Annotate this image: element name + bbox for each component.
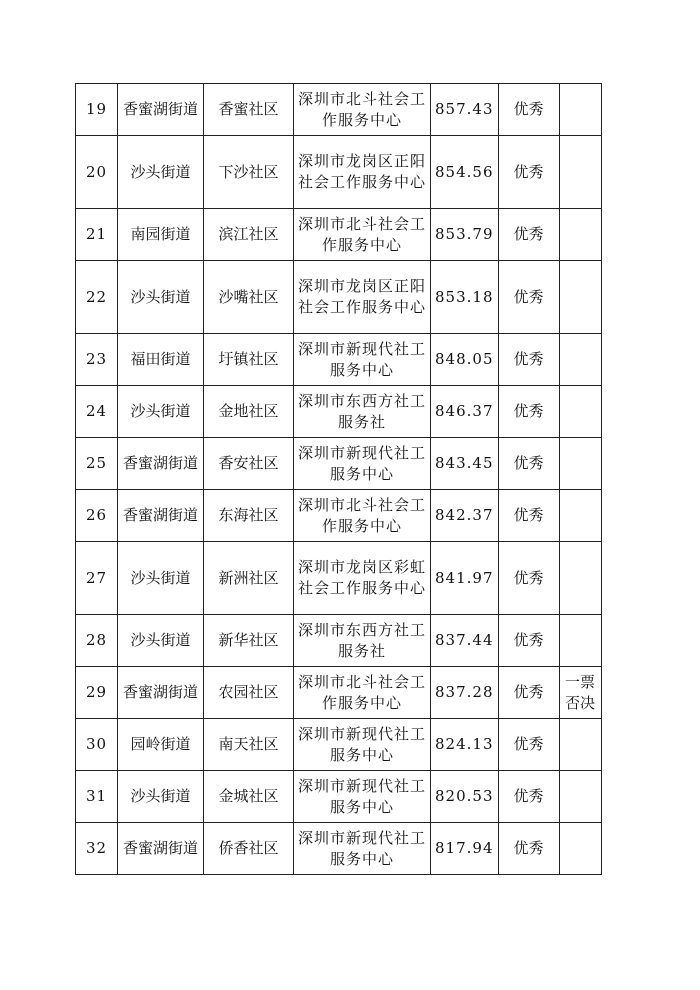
table-row bbox=[76, 490, 602, 542]
community-name: 新华社区 bbox=[204, 615, 294, 667]
service-organization: 深圳市龙岗区正阳社会工作服务中心 bbox=[294, 136, 431, 209]
service-organization: 深圳市新现代社工服务中心 bbox=[294, 771, 431, 823]
service-organization: 深圳市东西方社工服务社 bbox=[294, 615, 431, 667]
service-organization: 深圳市北斗社会工作服务中心 bbox=[294, 490, 431, 542]
table-row bbox=[76, 386, 602, 438]
note-cell bbox=[559, 438, 601, 490]
service-organization: 深圳市东西方社工服务社 bbox=[294, 386, 431, 438]
street-name: 沙头街道 bbox=[118, 771, 204, 823]
table-row bbox=[76, 542, 602, 615]
service-organization: 深圳市北斗社会工作服务中心 bbox=[294, 84, 431, 136]
community-name: 沙嘴社区 bbox=[204, 261, 294, 334]
note-cell bbox=[559, 209, 601, 261]
grade-label: 优秀 bbox=[498, 209, 559, 261]
note-cell bbox=[559, 719, 601, 771]
note-cell bbox=[559, 490, 601, 542]
score-value: 857.43 bbox=[431, 84, 499, 136]
grade-label: 优秀 bbox=[498, 261, 559, 334]
row-number: 19 bbox=[76, 84, 118, 136]
note-cell bbox=[559, 334, 601, 386]
table-row bbox=[76, 823, 602, 875]
score-value: 817.94 bbox=[431, 823, 499, 875]
row-number: 29 bbox=[76, 667, 118, 719]
service-organization: 深圳市龙岗区彩虹社会工作服务中心 bbox=[294, 542, 431, 615]
score-value: 854.56 bbox=[431, 136, 499, 209]
row-number: 31 bbox=[76, 771, 118, 823]
note-cell bbox=[559, 84, 601, 136]
note-cell: 一票否决 bbox=[559, 667, 601, 719]
note-cell bbox=[559, 136, 601, 209]
street-name: 香蜜湖街道 bbox=[118, 84, 204, 136]
street-name: 香蜜湖街道 bbox=[118, 490, 204, 542]
row-number: 21 bbox=[76, 209, 118, 261]
street-name: 香蜜湖街道 bbox=[118, 667, 204, 719]
grade-label: 优秀 bbox=[498, 334, 559, 386]
note-cell bbox=[559, 823, 601, 875]
score-value: 848.05 bbox=[431, 334, 499, 386]
score-value: 853.18 bbox=[431, 261, 499, 334]
grade-label: 优秀 bbox=[498, 490, 559, 542]
grade-label: 优秀 bbox=[498, 615, 559, 667]
score-value: 843.45 bbox=[431, 438, 499, 490]
row-number: 27 bbox=[76, 542, 118, 615]
street-name: 沙头街道 bbox=[118, 261, 204, 334]
community-name: 南天社区 bbox=[204, 719, 294, 771]
community-name: 东海社区 bbox=[204, 490, 294, 542]
table-row bbox=[76, 667, 602, 719]
table-row bbox=[76, 771, 602, 823]
note-cell bbox=[559, 771, 601, 823]
service-organization: 深圳市北斗社会工作服务中心 bbox=[294, 667, 431, 719]
community-name: 侨香社区 bbox=[204, 823, 294, 875]
table-row bbox=[76, 438, 602, 490]
grade-label: 优秀 bbox=[498, 542, 559, 615]
table-row bbox=[76, 334, 602, 386]
service-organization: 深圳市北斗社会工作服务中心 bbox=[294, 209, 431, 261]
row-number: 20 bbox=[76, 136, 118, 209]
street-name: 沙头街道 bbox=[118, 386, 204, 438]
score-value: 846.37 bbox=[431, 386, 499, 438]
community-name: 新洲社区 bbox=[204, 542, 294, 615]
community-name: 香蜜社区 bbox=[204, 84, 294, 136]
row-number: 25 bbox=[76, 438, 118, 490]
service-organization: 深圳市龙岗区正阳社会工作服务中心 bbox=[294, 261, 431, 334]
table-row bbox=[76, 615, 602, 667]
table-row bbox=[76, 84, 602, 136]
grade-label: 优秀 bbox=[498, 667, 559, 719]
street-name: 香蜜湖街道 bbox=[118, 823, 204, 875]
street-name: 福田街道 bbox=[118, 334, 204, 386]
community-name: 圩镇社区 bbox=[204, 334, 294, 386]
score-value: 842.37 bbox=[431, 490, 499, 542]
grade-label: 优秀 bbox=[498, 386, 559, 438]
score-value: 820.53 bbox=[431, 771, 499, 823]
community-name: 金城社区 bbox=[204, 771, 294, 823]
grade-label: 优秀 bbox=[498, 719, 559, 771]
community-name: 下沙社区 bbox=[204, 136, 294, 209]
row-number: 23 bbox=[76, 334, 118, 386]
table-row bbox=[76, 719, 602, 771]
street-name: 园岭街道 bbox=[118, 719, 204, 771]
row-number: 26 bbox=[76, 490, 118, 542]
service-organization: 深圳市新现代社工服务中心 bbox=[294, 334, 431, 386]
service-organization: 深圳市新现代社工服务中心 bbox=[294, 719, 431, 771]
row-number: 22 bbox=[76, 261, 118, 334]
community-name: 滨江社区 bbox=[204, 209, 294, 261]
table-row bbox=[76, 261, 602, 334]
service-organization: 深圳市新现代社工服务中心 bbox=[294, 823, 431, 875]
grade-label: 优秀 bbox=[498, 84, 559, 136]
score-value: 824.13 bbox=[431, 719, 499, 771]
note-cell bbox=[559, 261, 601, 334]
table-row bbox=[76, 136, 602, 209]
grade-label: 优秀 bbox=[498, 438, 559, 490]
score-value: 837.28 bbox=[431, 667, 499, 719]
community-name: 香安社区 bbox=[204, 438, 294, 490]
note-cell bbox=[559, 615, 601, 667]
street-name: 南园街道 bbox=[118, 209, 204, 261]
table-row bbox=[76, 209, 602, 261]
table-body bbox=[76, 84, 602, 875]
grade-label: 优秀 bbox=[498, 823, 559, 875]
row-number: 28 bbox=[76, 615, 118, 667]
street-name: 香蜜湖街道 bbox=[118, 438, 204, 490]
note-cell bbox=[559, 386, 601, 438]
grade-label: 优秀 bbox=[498, 771, 559, 823]
score-value: 841.97 bbox=[431, 542, 499, 615]
grade-label: 优秀 bbox=[498, 136, 559, 209]
note-cell bbox=[559, 542, 601, 615]
row-number: 32 bbox=[76, 823, 118, 875]
score-value: 853.79 bbox=[431, 209, 499, 261]
service-organization: 深圳市新现代社工服务中心 bbox=[294, 438, 431, 490]
row-number: 30 bbox=[76, 719, 118, 771]
score-value: 837.44 bbox=[431, 615, 499, 667]
ranking-table bbox=[75, 83, 602, 875]
street-name: 沙头街道 bbox=[118, 542, 204, 615]
street-name: 沙头街道 bbox=[118, 615, 204, 667]
street-name: 沙头街道 bbox=[118, 136, 204, 209]
community-name: 农园社区 bbox=[204, 667, 294, 719]
row-number: 24 bbox=[76, 386, 118, 438]
community-name: 金地社区 bbox=[204, 386, 294, 438]
